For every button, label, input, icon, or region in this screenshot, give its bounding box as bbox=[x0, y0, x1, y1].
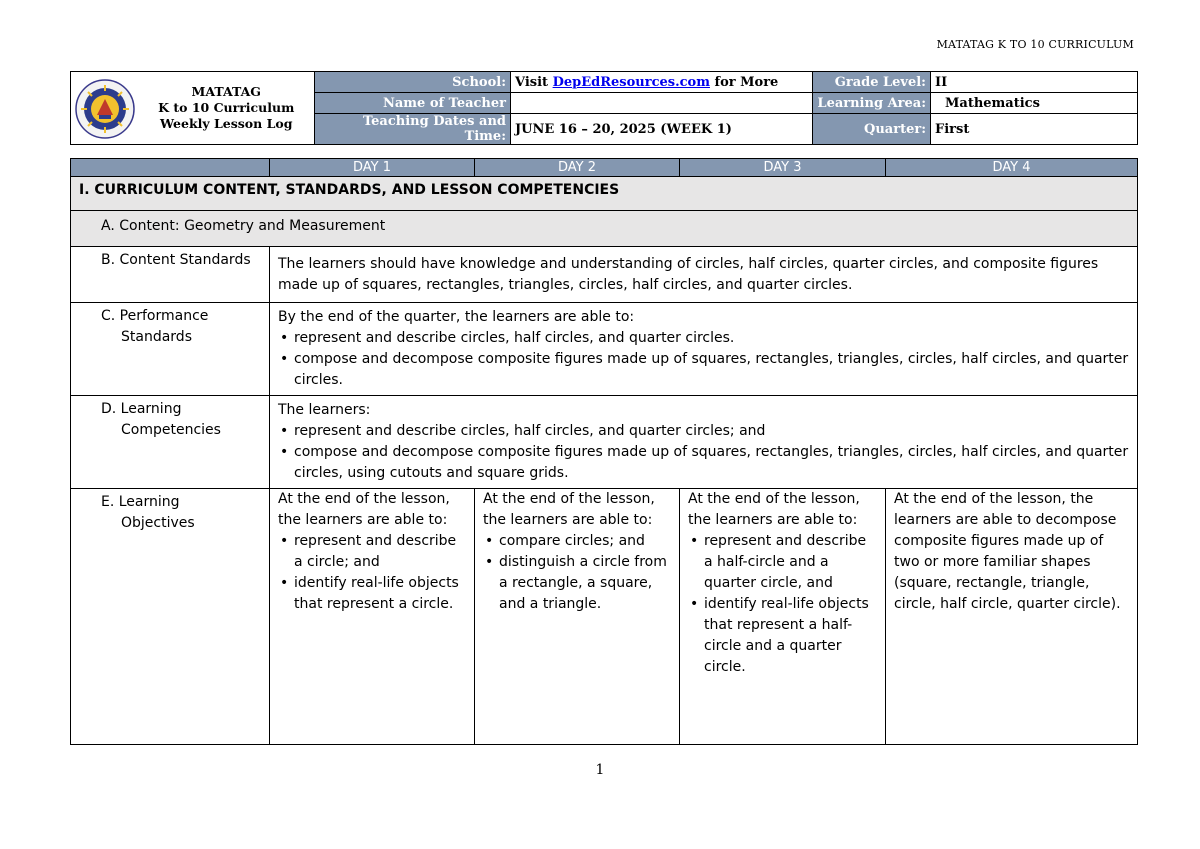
performance-label-line2: Standards bbox=[121, 329, 192, 345]
teacher-value bbox=[511, 93, 813, 114]
objectives-day1-bullets bbox=[278, 531, 466, 615]
title-line3: Weekly Lesson Log bbox=[160, 116, 293, 131]
day-header-3: DAY 3 bbox=[680, 159, 886, 177]
competencies-label-line2: Competencies bbox=[121, 422, 221, 438]
content-standards-text: The learners should have knowledge and understanding of circles, half circles, quarter circles, and composite figures made up of squares, rectangles, triangles, circles, half circles, and quarter circles. bbox=[270, 247, 1138, 303]
competencies-intro: The learners: bbox=[278, 402, 371, 418]
list-item: • identify real-life objects that represent a circle. bbox=[278, 573, 466, 615]
dates-value: JUNE 16 – 20, 2025 (WEEK 1) bbox=[511, 114, 813, 145]
learning-objectives-row bbox=[71, 489, 1138, 745]
day-header-4: DAY 4 bbox=[886, 159, 1138, 177]
area-label: Learning Area: bbox=[813, 93, 931, 114]
school-label: School: bbox=[315, 72, 511, 93]
title-line2: K to 10 Curriculum bbox=[158, 100, 295, 115]
list-item: • identify real-life objects that represent a half-circle and a quarter circle. bbox=[688, 594, 877, 678]
performance-intro: By the end of the quarter, the learners are able to: bbox=[278, 309, 635, 325]
performance-bullets bbox=[278, 328, 1129, 391]
objectives-day1 bbox=[270, 489, 475, 745]
lesson-log-header bbox=[70, 71, 1138, 145]
content-row bbox=[71, 211, 1138, 247]
learning-competencies-text bbox=[270, 396, 1138, 489]
objectives-day3-intro: At the end of the lesson, the learners are able to: bbox=[688, 491, 860, 528]
grade-label: Grade Level: bbox=[813, 72, 931, 93]
list-item: • represent and describe circles, half circles, and quarter circles; and bbox=[278, 421, 1129, 442]
list-item: • compare circles; and bbox=[483, 531, 671, 552]
list-item: • represent and describe a half-circle and a quarter circle, and bbox=[688, 531, 877, 594]
performance-standards-row bbox=[71, 303, 1138, 396]
day-header-row bbox=[71, 159, 1138, 177]
quarter-label: Quarter: bbox=[813, 114, 931, 145]
page-number: 1 bbox=[595, 762, 605, 778]
objectives-label-line2: Objectives bbox=[121, 515, 195, 531]
list-item: • represent and describe a circle; and bbox=[278, 531, 466, 573]
learning-competencies-label bbox=[71, 396, 270, 489]
school-value bbox=[511, 72, 813, 93]
content-standards-label: B. Content Standards bbox=[71, 247, 270, 303]
day-header-blank bbox=[71, 159, 270, 177]
list-item: • distinguish a circle from a rectangle, a square, and a triangle. bbox=[483, 552, 671, 615]
learning-competencies-row bbox=[71, 396, 1138, 489]
learning-objectives-label bbox=[71, 489, 270, 745]
section-row bbox=[71, 177, 1138, 211]
teacher-label: Name of Teacher bbox=[315, 93, 511, 114]
grade-value: II bbox=[931, 72, 1138, 93]
list-item: • represent and describe circles, half circles, and quarter circles. bbox=[278, 328, 1129, 349]
quarter-value: First bbox=[931, 114, 1138, 145]
lesson-log-table bbox=[70, 158, 1138, 745]
area-value: Mathematics bbox=[931, 93, 1138, 114]
performance-standards-label bbox=[71, 303, 270, 396]
objectives-day4: At the end of the lesson, the learners are able to decompose composite figures made up of two or more familiar shapes (square, rectangle, triangle, circle, half circle, quarter circle). bbox=[886, 489, 1138, 745]
objectives-day1-intro: At the end of the lesson, the learners are able to: bbox=[278, 491, 450, 528]
objectives-day2-intro: At the end of the lesson, the learners are able to: bbox=[483, 491, 655, 528]
content-text: A. Content: Geometry and Measurement bbox=[71, 211, 1138, 247]
title-line1: MATATAG bbox=[191, 84, 261, 99]
school-prefix: Visit bbox=[515, 74, 553, 90]
performance-standards-text bbox=[270, 303, 1138, 396]
school-suffix: for More bbox=[709, 74, 779, 90]
school-link[interactable]: DepEdResources.com bbox=[552, 74, 710, 90]
logo-cell bbox=[71, 72, 139, 145]
list-item: • compose and decompose composite figures made up of squares, rectangles, triangles, circles, half circles, and quarter circles. bbox=[278, 349, 1129, 391]
competencies-label-line1: D. Learning bbox=[101, 401, 182, 417]
deped-seal-icon bbox=[75, 79, 135, 139]
objectives-day3-bullets bbox=[688, 531, 877, 678]
dates-label: Teaching Dates and Time: bbox=[315, 114, 511, 145]
objectives-day3 bbox=[680, 489, 886, 745]
day-header-1: DAY 1 bbox=[270, 159, 475, 177]
list-item: • compose and decompose composite figures made up of squares, rectangles, triangles, circles, half circles, and quarter circles, using cutouts and square grids. bbox=[278, 442, 1129, 484]
content-standards-row bbox=[71, 247, 1138, 303]
section-title: I. CURRICULUM CONTENT, STANDARDS, AND LESSON COMPETENCIES bbox=[71, 177, 1138, 211]
objectives-label-line1: E. Learning bbox=[101, 494, 180, 510]
lesson-log-title bbox=[139, 72, 315, 145]
objectives-day2 bbox=[475, 489, 680, 745]
running-head: MATATAG K TO 10 CURRICULUM bbox=[936, 38, 1134, 51]
day-header-2: DAY 2 bbox=[475, 159, 680, 177]
competencies-bullets bbox=[278, 421, 1129, 484]
performance-label-line1: C. Performance bbox=[101, 308, 209, 324]
objectives-day2-bullets bbox=[483, 531, 671, 615]
